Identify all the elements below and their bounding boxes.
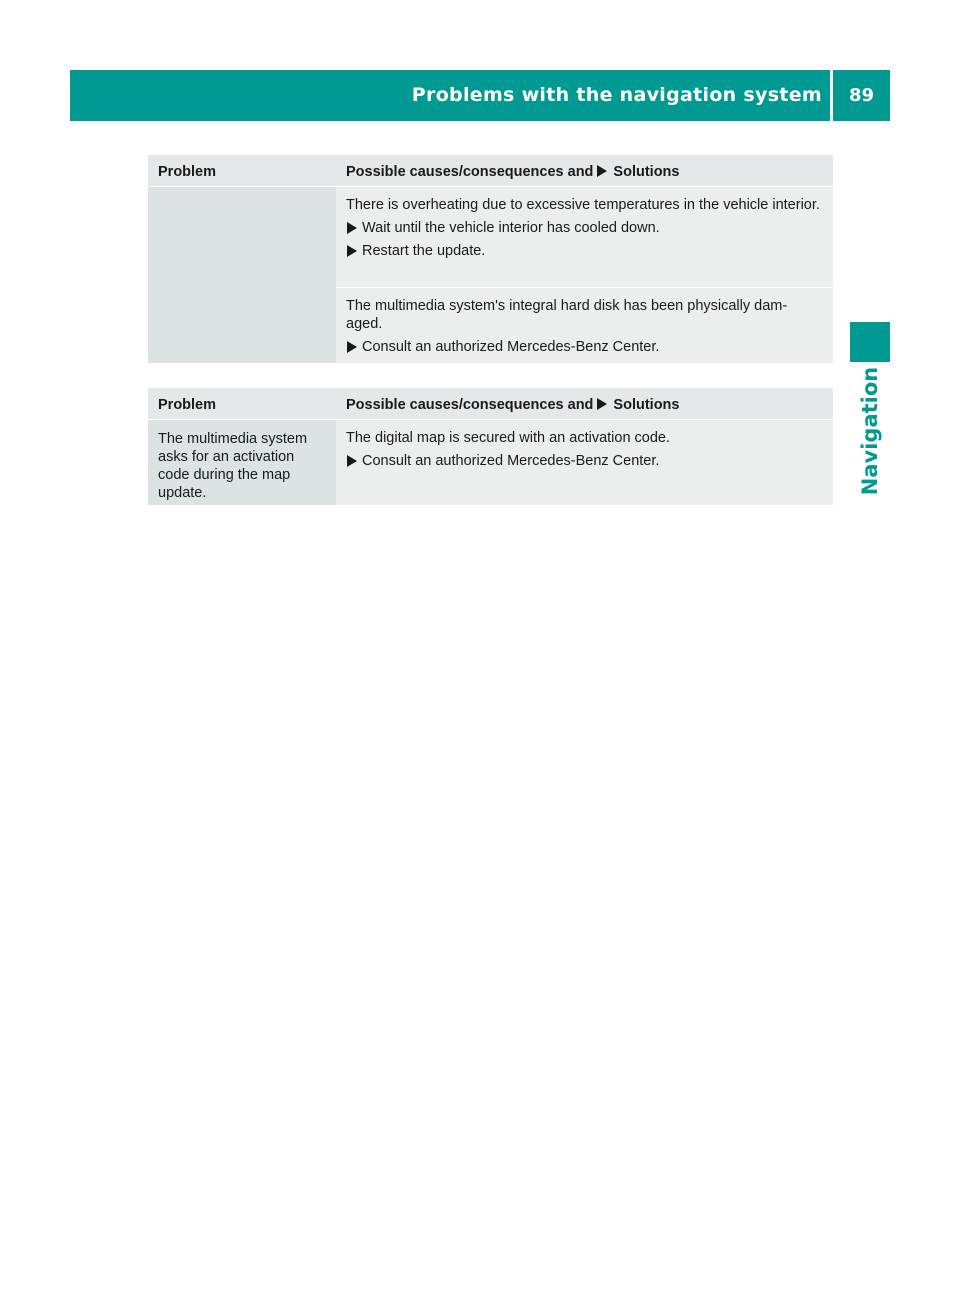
problem-cell — [148, 187, 336, 363]
cause-text: The digital map is secured with an activation code. — [346, 430, 671, 446]
solutions-column-header: Possible causes/consequences and Solutions — [346, 397, 680, 413]
table-row — [148, 187, 833, 363]
cause-text: There is overheating due to excessive temperatures in the vehicle interior. — [346, 197, 820, 213]
solution-step-text: Consult an authorized Mercedes-Benz Center. — [362, 339, 660, 355]
solutions-cell — [336, 420, 833, 505]
solution-step — [346, 219, 823, 237]
table-header-row — [148, 388, 833, 420]
cause-block — [336, 287, 833, 363]
chapter-tab-label: Navigation — [858, 366, 882, 496]
solution-step — [346, 242, 823, 260]
cause-block — [336, 420, 833, 505]
page-header — [70, 70, 890, 121]
triangle-right-icon — [346, 219, 362, 237]
solution-step — [346, 338, 823, 356]
problem-column-header: Problem — [158, 164, 217, 180]
section-title: Problems with the navigation system — [411, 84, 822, 106]
solution-step-text: Consult an authorized Mercedes-Benz Center. — [362, 453, 660, 469]
solutions-cell — [336, 187, 833, 363]
solutions-column-header: Possible causes/consequences and Solutions — [346, 164, 680, 180]
page-number: 89 — [848, 85, 875, 106]
table-header-row — [148, 155, 833, 187]
cause-block — [336, 187, 833, 287]
solution-step-text: Restart the update. — [362, 243, 486, 259]
troubleshooting-table-1 — [148, 155, 833, 363]
triangle-right-icon — [346, 452, 362, 470]
triangle-right-icon — [597, 398, 607, 410]
chapter-tab-marker — [850, 322, 890, 362]
table-row — [148, 420, 833, 505]
problem-cell: The multimedia system asks for an activation code during the map update. — [148, 420, 336, 505]
solution-step — [346, 452, 823, 470]
cause-text: The multimedia system's integral hard disk has been physically dam-aged. — [346, 298, 788, 332]
triangle-right-icon — [597, 165, 607, 177]
triangle-right-icon — [346, 242, 362, 260]
troubleshooting-table-2 — [148, 388, 833, 505]
solution-step-text: Wait until the vehicle interior has cooled down. — [362, 220, 660, 236]
triangle-right-icon — [346, 338, 362, 356]
problem-column-header: Problem — [158, 397, 217, 413]
